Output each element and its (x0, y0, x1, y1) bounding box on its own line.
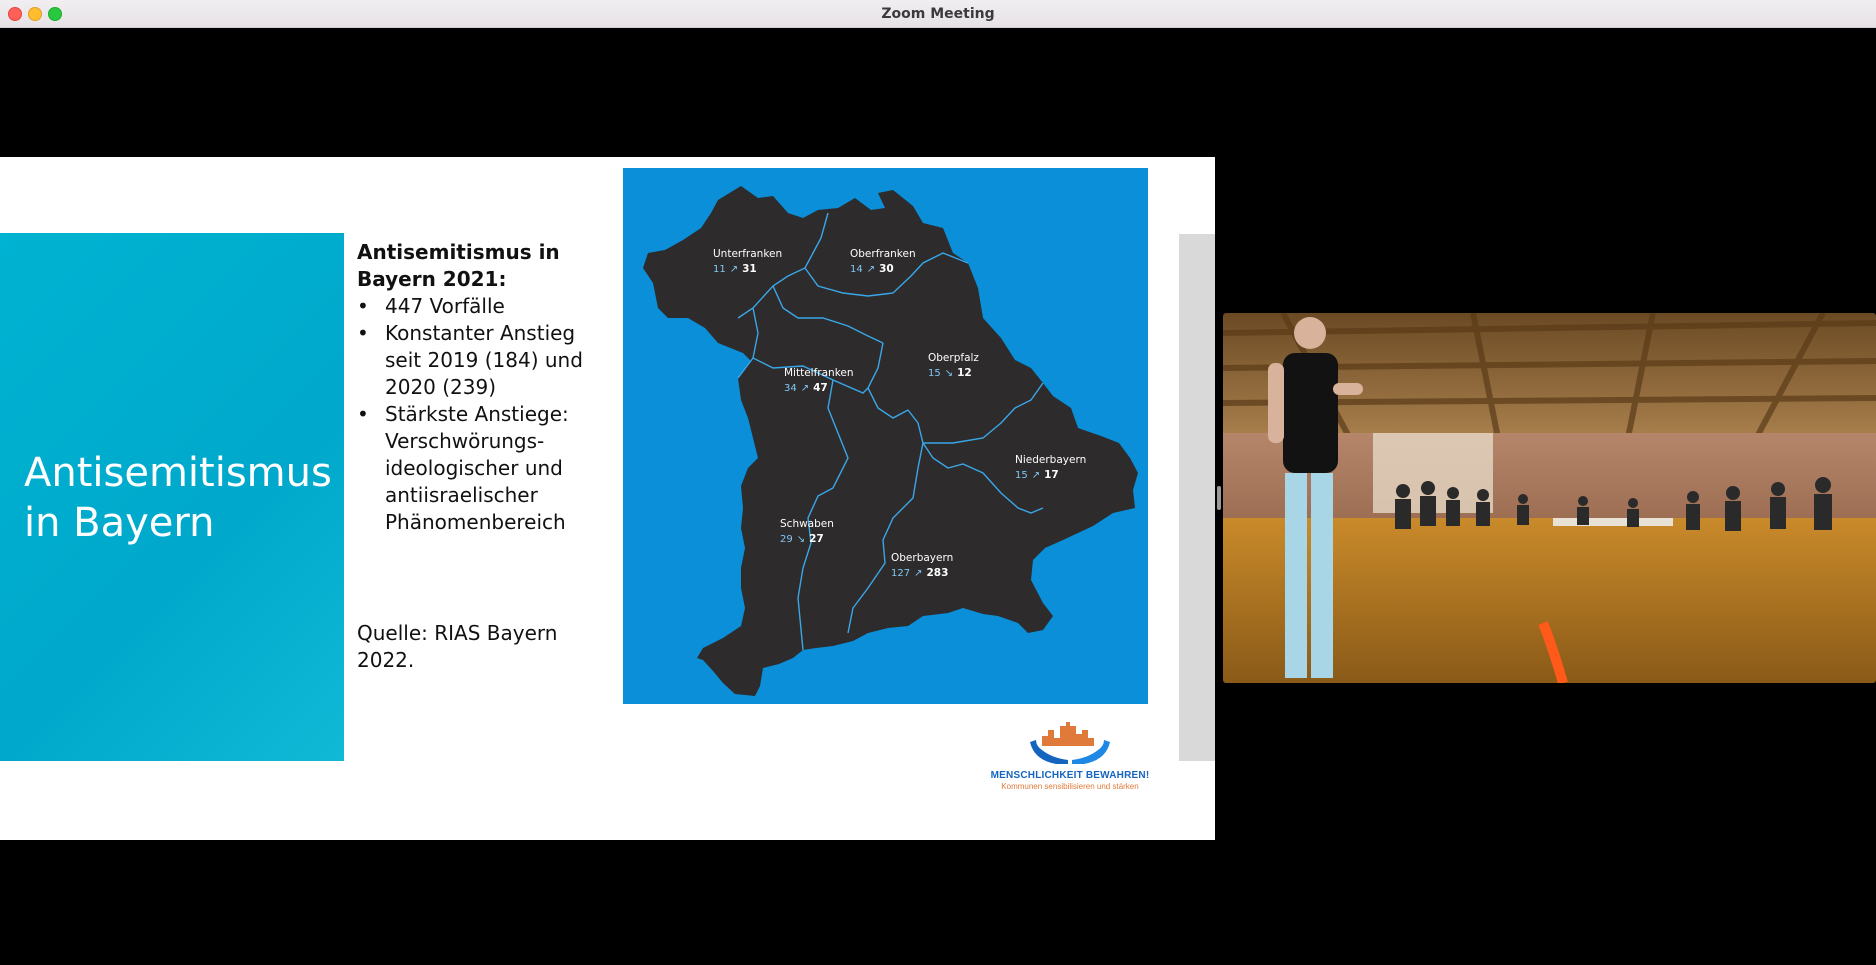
svg-text:Oberfranken: Oberfranken (850, 248, 916, 260)
bullet-item: • Konstanter Anstieg seit 2019 (184) und 2020 (239) (357, 320, 587, 401)
slide-accent-panel (0, 233, 344, 761)
camera-feed-icon (1223, 313, 1876, 683)
bavaria-map (623, 168, 1148, 704)
svg-text:127↗283: 127 ↗ 283 (891, 567, 949, 579)
svg-text:Niederbayern: Niederbayern (1015, 454, 1087, 466)
svg-text:15↗17: 15 ↗ 17 (1015, 469, 1059, 481)
svg-text:14↗30: 14 ↗ 30 (850, 263, 894, 275)
bullet-item: • 447 Vorfälle (357, 293, 587, 320)
svg-text:15↘12: 15 ↘ 12 (928, 367, 972, 379)
slide-source: Quelle: RIAS Bayern 2022. (357, 621, 558, 672)
logo-subtitle: Kommunen sensibilisieren und stärken (1001, 782, 1139, 791)
menschlichkeit-bewahren-logo (990, 720, 1150, 800)
bullet-list (357, 293, 587, 536)
shared-slide (0, 157, 1215, 840)
slide-heading: Antisemitismus in Bayern 2021: (357, 240, 560, 291)
panel-resize-handle[interactable] (1217, 486, 1221, 510)
slide-gray-strip (1179, 234, 1215, 761)
svg-text:Oberbayern: Oberbayern (891, 552, 954, 564)
svg-text:Unterfranken: Unterfranken (713, 248, 783, 260)
svg-text:29↘27: 29 ↘ 27 (780, 533, 824, 545)
svg-text:34↗47: 34 ↗ 47 (784, 382, 828, 394)
slide-text-column (357, 239, 587, 536)
svg-text:Schwaben: Schwaben (780, 518, 834, 530)
bavaria-map-svg (623, 168, 1148, 704)
window-title: Zoom Meeting (881, 6, 995, 22)
participant-video[interactable] (1223, 313, 1876, 683)
window-titlebar (0, 0, 1876, 28)
svg-text:Oberpfalz: Oberpfalz (928, 352, 979, 364)
svg-text:Mittelfranken: Mittelfranken (784, 367, 854, 379)
logo-title: MENSCHLICHKEIT BEWAHREN! (990, 770, 1150, 781)
slide-title: Antisemitismus in Bayern (24, 450, 332, 546)
bullet-item: • Stärkste Anstiege: Verschwörungs-ideologischer und antiisraelischer Phänomenbereich (357, 401, 587, 536)
svg-text:11↗31: 11 ↗ 31 (713, 263, 757, 275)
hands-skyline-icon (990, 720, 1150, 770)
